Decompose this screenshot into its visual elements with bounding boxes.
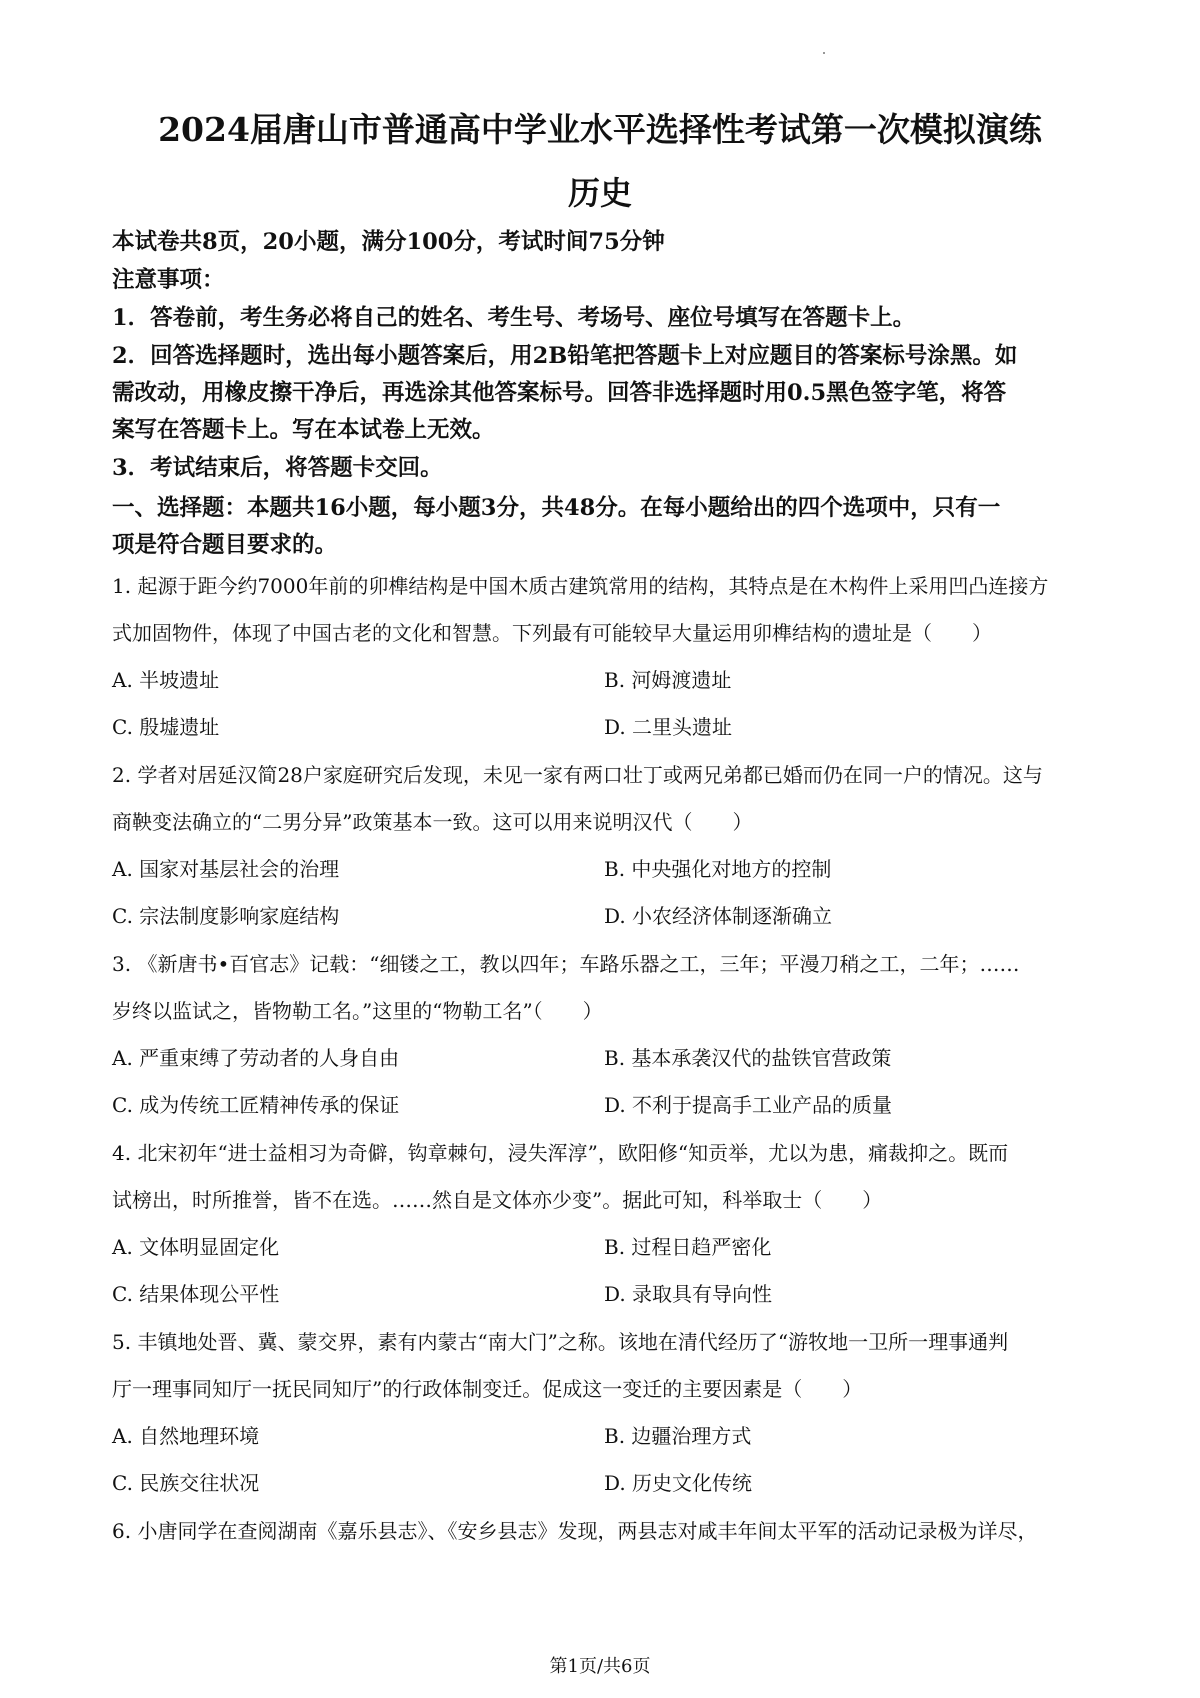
question-1-option-b: B. 河姆渡遗址 [604,668,732,692]
question-2-option-d: D. 小农经济体制逐渐确立 [604,904,833,928]
question-5-stem: 5. 丰镇地处晋、冀、蒙交界，素有内蒙古“南大门”之称。该地在清代经历了“游牧地一卫所一理事通判 [112,1330,1009,1354]
question-2-stem: 2. 学者对居延汉简28户家庭研究后发现，未见一家有两口壮丁或两兄弟都已婚而仍在同一户的情况。这与 [112,763,1043,787]
exam-title: 2024届唐山市普通高中学业水平选择性考试第一次模拟演练 [158,110,1042,149]
question-2-stem: 商鞅变法确立的“二男分异”政策基本一致。这可以用来说明汉代（ ） [112,810,753,834]
question-4-option-a: A. 文体明显固定化 [112,1235,280,1259]
question-4-option-b: B. 过程日趋严密化 [604,1235,772,1259]
question-5-option-d: D. 历史文化传统 [604,1471,753,1495]
question-3-option-b: B. 基本承袭汉代的盐铁官营政策 [604,1046,892,1070]
question-3-option-c: C. 成为传统工匠精神传承的保证 [112,1093,400,1117]
notice-title: 注意事项： [112,267,225,293]
question-5-option-a: A. 自然地理环境 [112,1424,260,1448]
page-footer: 第1页/共6页 [549,1656,651,1677]
question-2-option-a: A. 国家对基层社会的治理 [112,857,340,881]
question-1-option-d: D. 二里头遗址 [604,715,733,739]
scan-speck [823,52,825,54]
question-2-option-c: C. 宗法制度影响家庭结构 [112,904,340,928]
question-1-option-c: C. 殷墟遗址 [112,715,220,739]
notice-item: 1．答卷前，考生务必将自己的姓名、考生号、考场号、座位号填写在答题卡上。 [112,305,916,331]
question-5-option-c: C. 民族交往状况 [112,1471,260,1495]
question-4-option-c: C. 结果体现公平性 [112,1282,280,1306]
notice-item: 需改动，用橡皮擦干净后，再选涂其他答案标号。回答非选择题时用0.5黑色签字笔，将答 [112,380,1007,406]
question-5-stem: 厅一理事同知厅一抚民同知厅”的行政体制变迁。促成这一变迁的主要因素是（ ） [112,1377,863,1401]
question-1-stem: 1. 起源于距今约7000年前的卯榫结构是中国木质古建筑常用的结构，其特点是在木构件上采用凹凸连接方 [112,574,1049,598]
question-1-option-a: A. 半坡遗址 [112,668,220,692]
question-2-option-b: B. 中央强化对地方的控制 [604,857,832,881]
subject-title: 历史 [567,174,632,212]
question-4-option-d: D. 录取具有导向性 [604,1282,773,1306]
question-3-stem: 岁终以监试之，皆物勒工名。”这里的“物勒工名”（ ） [112,999,603,1023]
question-5-option-b: B. 边疆治理方式 [604,1424,752,1448]
question-3-option-a: A. 严重束缚了劳动者的人身自由 [112,1046,400,1070]
question-4-stem: 试榜出，时所推誉，皆不在选。……然自是文体亦少变”。据此可知，科举取士（ ） [112,1188,883,1212]
question-3-option-d: D. 不利于提高手工业产品的质量 [604,1093,893,1117]
notice-item: 2．回答选择题时，选出每小题答案后，用2B铅笔把答题卡上对应题目的答案标号涂黑。如 [112,343,1018,369]
exam-summary: 本试卷共8页，20小题，满分100分，考试时间75分钟 [112,229,665,255]
question-3-stem: 3. 《新唐书•百官志》记载：“细镂之工，教以四年；车路乐器之工，三年；平漫刀稍之工，二年；…… [112,952,1020,976]
question-4-stem: 4. 北宋初年“进士益相习为奇僻，钩章棘句，浸失浑淳”，欧阳修“知贡举，尤以为患，痛裁抑之。既而 [112,1141,1009,1165]
notice-item: 3．考试结束后，将答题卡交回。 [112,455,443,481]
section-heading: 一、选择题：本题共16小题，每小题3分，共48分。在每小题给出的四个选项中，只有一 [112,495,1001,521]
notice-item: 案写在答题卡上。写在本试卷上无效。 [112,417,495,443]
question-1-stem: 式加固物件，体现了中国古老的文化和智慧。下列最有可能较早大量运用卯榫结构的遗址是（ ） [112,621,992,645]
section-heading: 项是符合题目要求的。 [112,532,338,558]
question-6-stem: 6. 小唐同学在查阅湖南《嘉乐县志》、《安乡县志》发现，两县志对咸丰年间太平军的活动记录极为详尽， [112,1519,1038,1543]
